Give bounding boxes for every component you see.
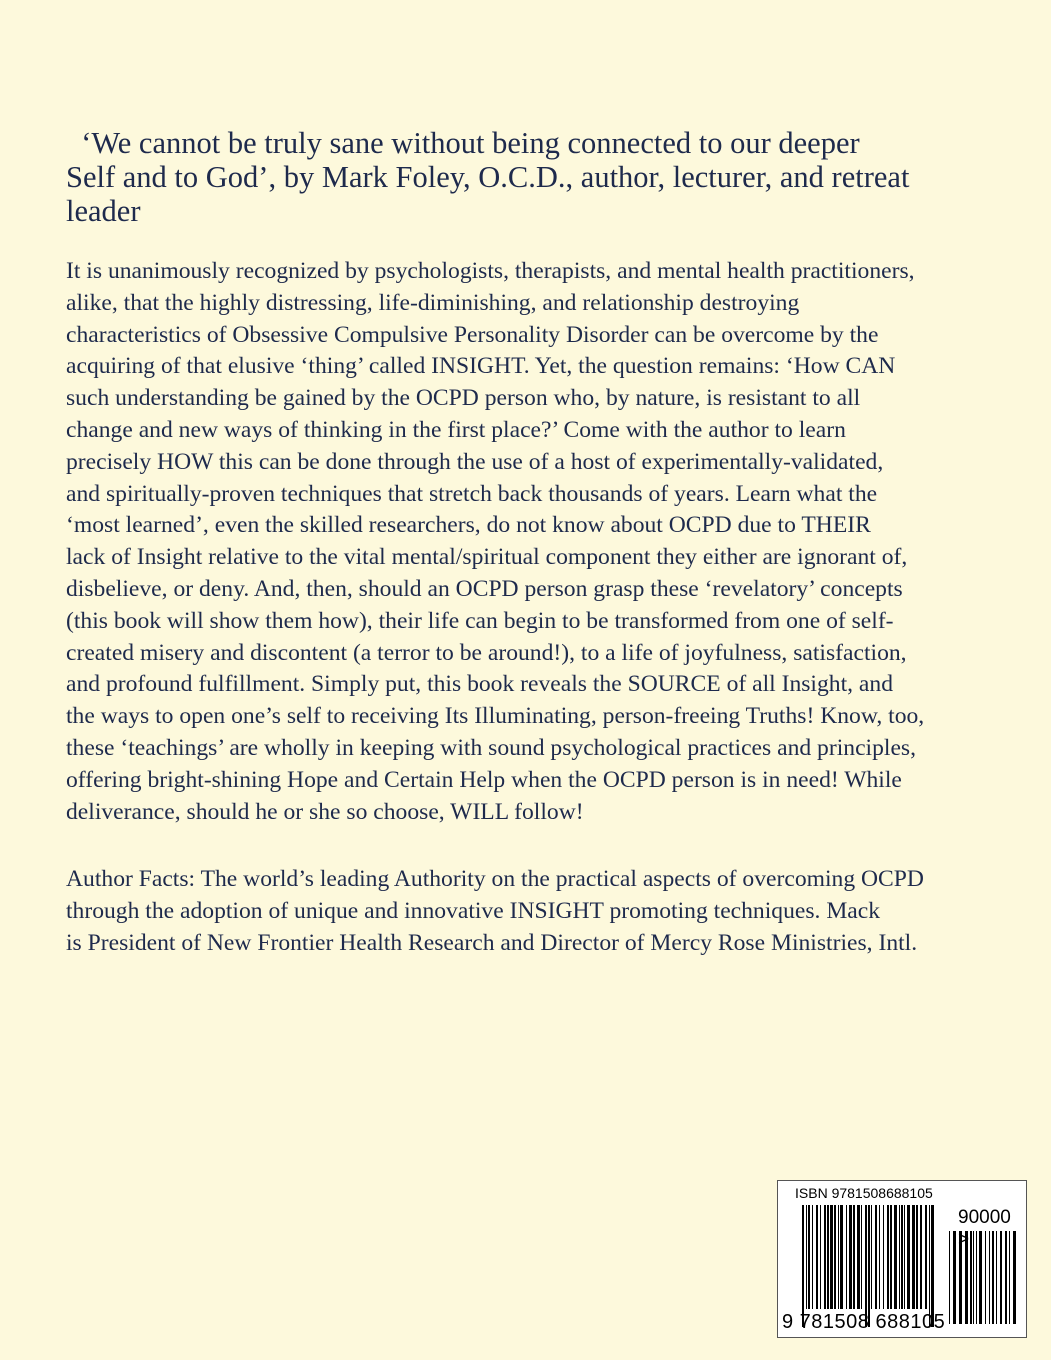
text-line: alike, that the highly distressing, life-diminishing, and relationship destroying xyxy=(66,289,800,316)
quote-line: leader xyxy=(66,194,141,228)
barcode-bar xyxy=(830,1205,833,1309)
barcode-bar xyxy=(827,1205,829,1309)
text-line: change and new ways of thinking in the first place?’ Come with the author to learn xyxy=(66,416,846,443)
text-line: deliverance, should he or she so choose, WILL follow! xyxy=(66,798,584,825)
barcode-bar xyxy=(953,1231,956,1324)
barcode-bar xyxy=(871,1205,872,1309)
barcode-bar xyxy=(916,1205,918,1309)
barcode-bar xyxy=(904,1205,905,1309)
text-line: disbelieve, or deny. And, then, should an OCPD person grasp these ‘revelatory’ concepts xyxy=(66,575,903,602)
barcode-bar xyxy=(846,1205,847,1309)
barcode-bar xyxy=(857,1205,860,1309)
text-line: the ways to open one’s self to receiving Its Illuminating, person-freeing Truths! Know, too, xyxy=(66,703,925,730)
barcode-bar xyxy=(894,1205,897,1309)
barcode-bar xyxy=(931,1205,934,1327)
text-line: offering bright-shining Hope and Certain Help when the OCPD person is in need! While xyxy=(66,766,902,793)
quote-line: Self and to God’, by Mark Foley, O.C.D., author, lecturer, and retreat xyxy=(66,160,910,194)
barcode-bar xyxy=(865,1205,867,1327)
text-line: It is unanimously recognized by psychologists, therapists, and mental health practitioners, xyxy=(66,258,915,284)
book-description xyxy=(66,256,1006,828)
isbn-barcode xyxy=(777,1180,1027,1338)
barcode-bar xyxy=(816,1205,818,1309)
barcode-bar xyxy=(861,1205,862,1309)
text-line: through the adoption of unique and innovative INSIGHT promoting techniques. Mack xyxy=(66,897,881,924)
barcode-bar xyxy=(925,1205,927,1309)
text-line: (this book will show them how), their life can begin to be transformed from one of self- xyxy=(66,607,894,634)
text-line: characteristics of Obsessive Compulsive Personality Disorder can be overcome by the xyxy=(66,321,879,348)
barcode-bar xyxy=(820,1205,821,1309)
cover-quote xyxy=(66,126,1006,228)
text-line: is President of New Frontier Health Research and Director of Mercy Rose Ministries, Intl. xyxy=(66,929,918,956)
text-line: created misery and discontent (a terror to be around!), to a life of joyfulness, satisfaction, xyxy=(66,639,907,666)
barcode-bar xyxy=(840,1205,843,1309)
barcode-bar xyxy=(838,1205,839,1309)
barcode-bar xyxy=(887,1205,889,1309)
barcode-digits: 9 781508 688105 xyxy=(782,1311,946,1333)
barcode-bar xyxy=(912,1205,915,1309)
barcode-bar xyxy=(901,1205,903,1309)
barcode-bar xyxy=(883,1205,884,1309)
text-line: and spiritually-proven techniques that stretch back thousands of years. Learn what the xyxy=(66,480,878,507)
text-line: Author Facts: The world’s leading Authority on the practical aspects of overcoming OCPD xyxy=(66,866,924,892)
barcode-bar xyxy=(929,1205,930,1327)
isbn-label: ISBN 9781508688105 xyxy=(795,1185,933,1201)
barcode-bar xyxy=(899,1205,900,1309)
text-line: precisely HOW this can be done through the use of a host of experimentally-validated, xyxy=(66,448,884,475)
barcode-bar xyxy=(849,1205,852,1309)
barcode-bar xyxy=(890,1205,892,1309)
author-facts xyxy=(66,864,1006,959)
price-addon: 90000 > xyxy=(958,1207,1011,1250)
barcode-bar xyxy=(879,1205,880,1309)
barcode-bar xyxy=(802,1205,804,1327)
barcode-bar xyxy=(824,1205,826,1309)
quote-line: ‘We cannot be truly sane without being connected to our deeper xyxy=(66,126,860,160)
text-line: acquiring of that elusive ‘thing’ called INSIGHT. Yet, the question remains: ‘How CAN xyxy=(66,353,896,380)
text-line: such understanding be gained by the OCPD person who, by nature, is resistant to all xyxy=(66,385,861,412)
barcode-bar xyxy=(806,1205,807,1309)
text-line: lack of Insight relative to the vital mental/spiritual component they either are ignorant of, xyxy=(66,544,908,571)
barcode-bar xyxy=(853,1205,855,1309)
text-line: these ‘teachings’ are wholly in keeping with sound psychological practices and principles, xyxy=(66,734,916,761)
barcode-bar xyxy=(808,1205,810,1309)
barcode-bar xyxy=(834,1205,836,1309)
barcode-bar xyxy=(868,1205,870,1327)
barcode-bar xyxy=(907,1205,910,1309)
barcode-bar xyxy=(920,1205,922,1309)
text-line: ‘most learned’, even the skilled researchers, do not know about OCPD due to THEIR xyxy=(66,512,871,539)
barcode-bar xyxy=(949,1231,950,1324)
text-line: and profound fulfillment. Simply put, this book reveals the SOURCE of all Insight, and xyxy=(66,671,894,698)
barcode-bar xyxy=(875,1205,877,1309)
barcode-bar xyxy=(812,1205,813,1309)
